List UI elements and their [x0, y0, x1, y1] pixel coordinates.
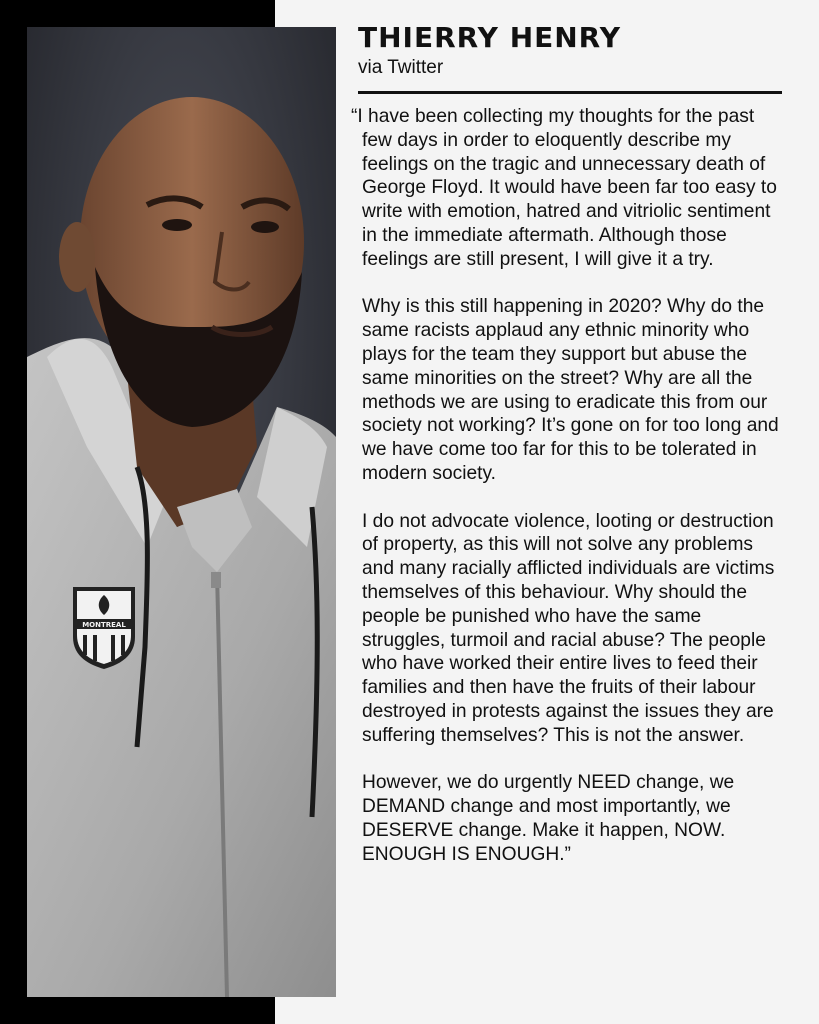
portrait-photo — [27, 27, 336, 997]
quote-paragraph-4: However, we do urgently NEED change, we DEMAND change and most importantly, we DESERVE change. Make it happen, NOW. ENOUGH IS ENOUGH.” — [362, 772, 735, 865]
badge-text: MONTREAL — [82, 621, 126, 629]
quote-paragraph-2: Why is this still happening in 2020? Why do the same racists applaud any ethnic minority who plays for the team they support but abuse the same minorities on the street? Why are all the methods we are using to eradicate this from our society not working? It’s gone on for too long and we have come too far for this to be tolerated in modern society. — [362, 296, 779, 484]
header-divider — [358, 91, 782, 94]
header — [358, 20, 782, 80]
quote-text — [351, 105, 787, 867]
quote-paragraph-1: “I have been collecting my thoughts for the past few days in order to eloquently describe my feelings on the tragic and unnecessary death of George Floyd. It would have been far too easy to write with emotion, hatred and vitriolic sentiment in the immediate aftermath. Although those feelings are still present, I will give it a try. — [351, 106, 777, 270]
person-name-title: THIERRY HENRY — [358, 21, 621, 54]
source-label: via Twitter — [358, 57, 444, 78]
quote-paragraph-3: I do not advocate violence, looting or destruction of property, as this will not solve any problems and many racially afflicted individuals are victims themselves of this behaviour. Why should the people be punished who have the same struggles, turmoil and racial abuse? The people who have worked their entire lives to feed their families and then have the fruits of their labour destroyed in protests against the issues they are suffering themselves? This is not the answer. — [362, 510, 775, 746]
